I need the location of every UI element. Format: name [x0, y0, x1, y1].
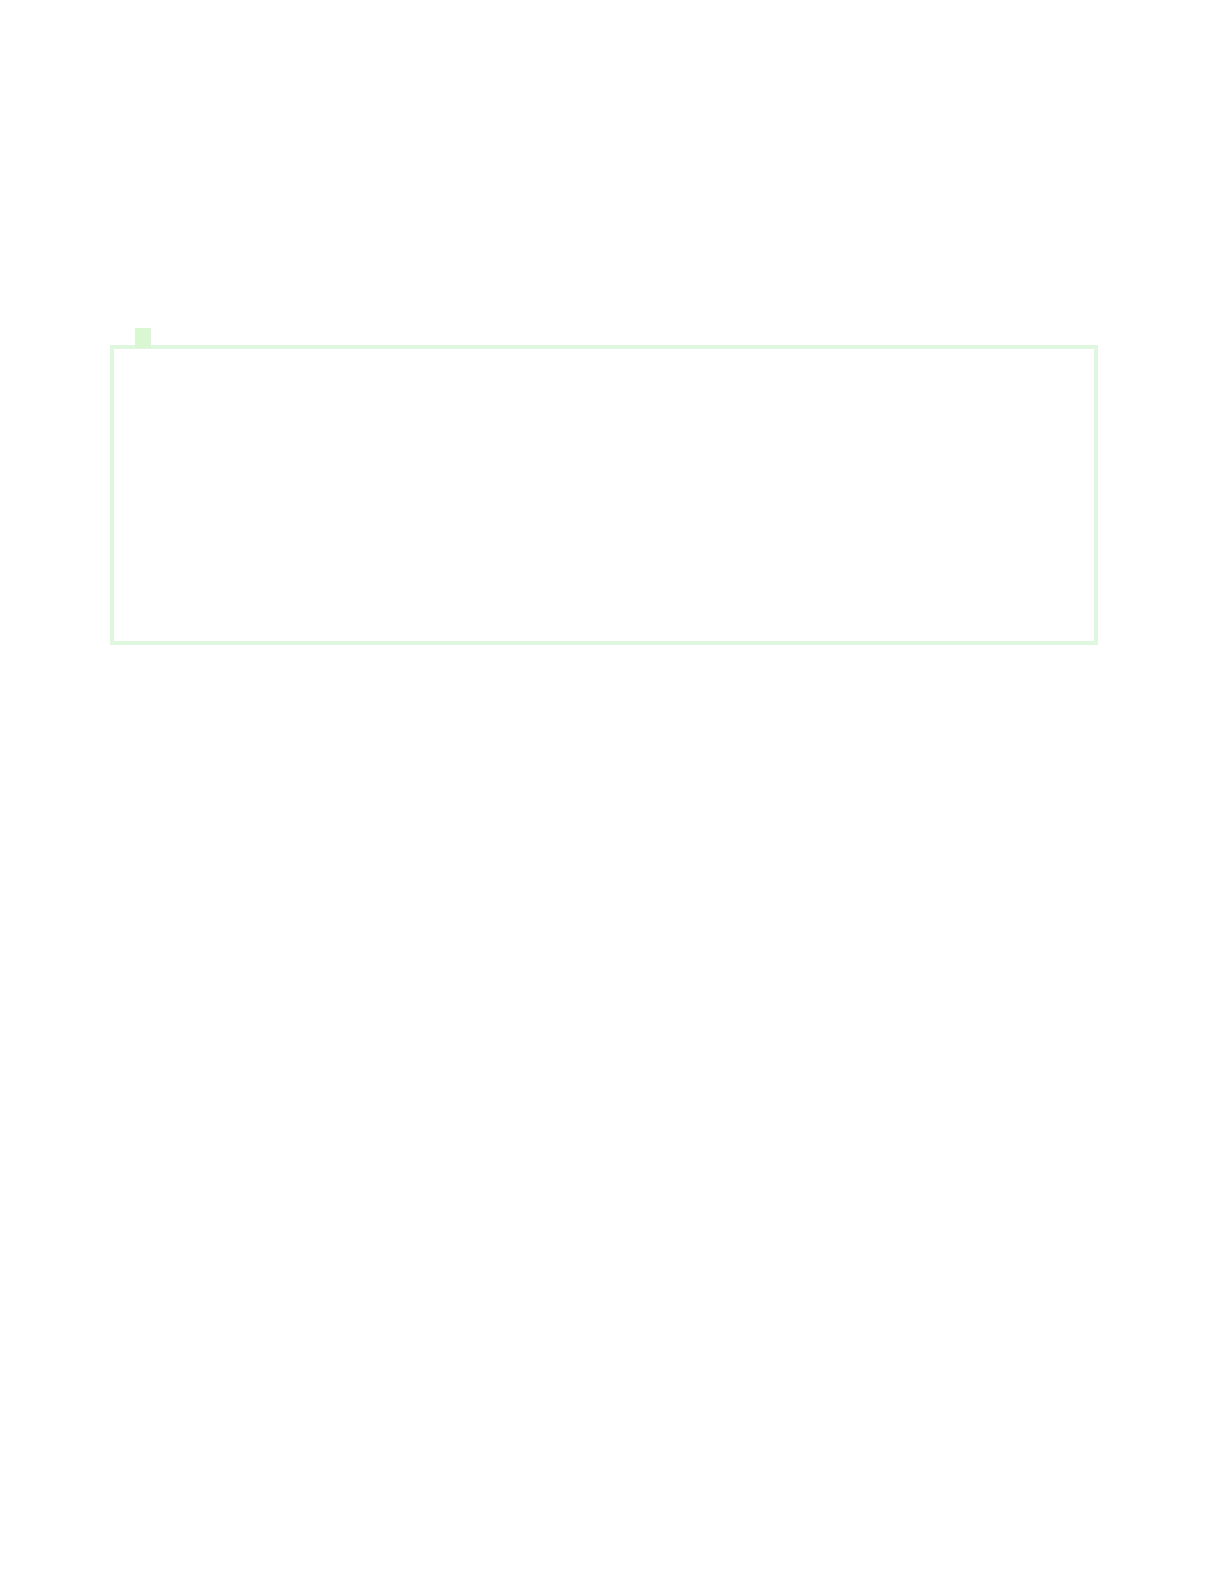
top-exercise-item — [190, 172, 1102, 202]
answer-line — [986, 1044, 1102, 1051]
definition-box — [110, 345, 1098, 645]
answer-line — [986, 1140, 1102, 1147]
exercise-item-2 — [190, 1128, 1102, 1158]
exercise-item-1 — [190, 1032, 1102, 1062]
answer-line — [986, 1333, 1102, 1340]
definition-title — [135, 328, 151, 348]
answer-line — [986, 184, 1102, 191]
answer-line — [986, 1236, 1102, 1243]
exercise-item-4 — [190, 1321, 1102, 1351]
exercise-item-3 — [190, 1224, 1102, 1254]
